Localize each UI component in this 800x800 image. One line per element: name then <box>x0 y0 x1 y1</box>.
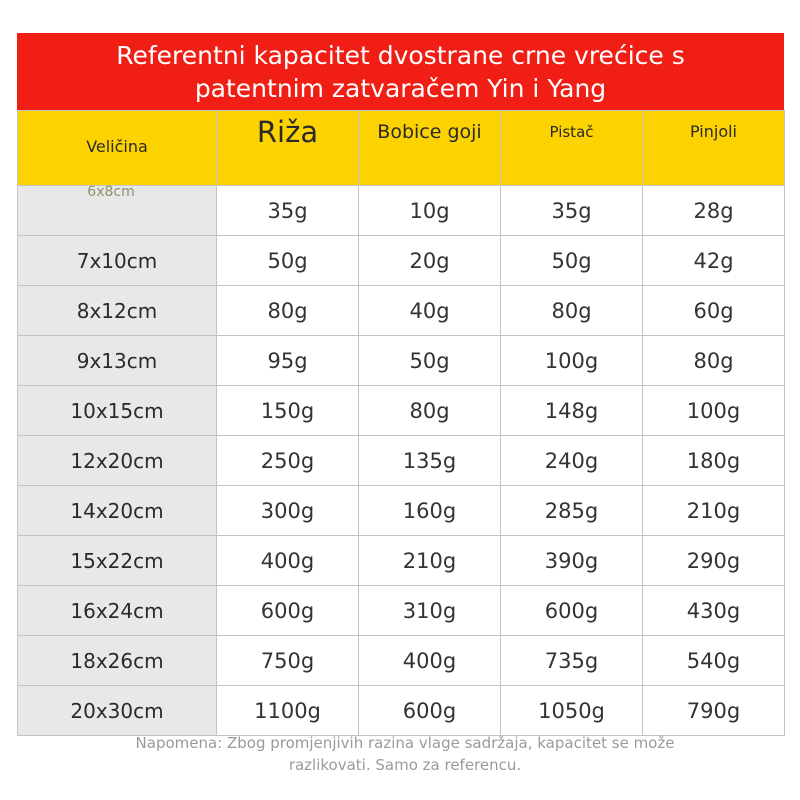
cell-goji: 80g <box>359 386 501 436</box>
cell-size: 15x22cm <box>18 536 217 586</box>
cell-pistac: 50g <box>501 236 643 286</box>
cell-size: 20x30cm <box>18 686 217 736</box>
cell-pinjoli: 42g <box>643 236 785 286</box>
title-banner <box>17 33 784 110</box>
table-row <box>18 186 785 236</box>
cell-pinjoli: 430g <box>643 586 785 636</box>
table-row <box>18 436 785 486</box>
table-row <box>18 536 785 586</box>
cell-riza: 150g <box>217 386 359 436</box>
cell-size: 8x12cm <box>18 286 217 336</box>
cell-goji: 600g <box>359 686 501 736</box>
cell-pinjoli: 28g <box>643 186 785 236</box>
cell-goji: 10g <box>359 186 501 236</box>
cell-pinjoli: 80g <box>643 336 785 386</box>
title-line-1: Referentni kapacitet dvostrane crne vrećice s <box>116 40 685 70</box>
title-line-2: patentnim zatvaračem Yin i Yang <box>194 73 607 103</box>
cell-pistac: 735g <box>501 636 643 686</box>
capacity-table <box>17 110 785 736</box>
cell-size: 14x20cm <box>18 486 217 536</box>
cell-size: 7x10cm <box>18 236 217 286</box>
cell-goji: 20g <box>359 236 501 286</box>
cell-pistac: 1050g <box>501 686 643 736</box>
footnote <box>60 732 750 776</box>
cell-goji: 135g <box>359 436 501 486</box>
table-row <box>18 336 785 386</box>
cell-goji: 400g <box>359 636 501 686</box>
cell-goji: 210g <box>359 536 501 586</box>
footnote-line-1: Napomena: Zbog promjenjivih razina vlage sadržaja, kapacitet se može <box>135 734 675 752</box>
cell-riza: 750g <box>217 636 359 686</box>
cell-pinjoli: 290g <box>643 536 785 586</box>
cell-pistac: 600g <box>501 586 643 636</box>
header-pistac: Pistač <box>501 111 643 186</box>
cell-riza: 300g <box>217 486 359 536</box>
header-goji: Bobice goji <box>359 111 501 186</box>
cell-pistac: 148g <box>501 386 643 436</box>
table-body <box>18 186 785 736</box>
header-size-dimension: 6x8cm <box>87 184 135 200</box>
cell-size: 10x15cm <box>18 386 217 436</box>
cell-riza: 1100g <box>217 686 359 736</box>
cell-riza: 95g <box>217 336 359 386</box>
cell-pinjoli: 790g <box>643 686 785 736</box>
cell-riza: 400g <box>217 536 359 586</box>
cell-size: 16x24cm <box>18 586 217 636</box>
header-size <box>18 111 217 186</box>
cell-riza: 35g <box>217 186 359 236</box>
header-pinjoli: Pinjoli <box>643 111 785 186</box>
cell-pinjoli: 100g <box>643 386 785 436</box>
table-row <box>18 636 785 686</box>
table-row <box>18 386 785 436</box>
cell-pistac: 80g <box>501 286 643 336</box>
cell-size: 12x20cm <box>18 436 217 486</box>
header-size-label: Veličina <box>86 137 148 156</box>
cell-pistac: 390g <box>501 536 643 586</box>
cell-pinjoli: 180g <box>643 436 785 486</box>
cell-pinjoli: 210g <box>643 486 785 536</box>
table-row <box>18 236 785 286</box>
cell-pistac: 240g <box>501 436 643 486</box>
cell-riza: 250g <box>217 436 359 486</box>
table-row <box>18 486 785 536</box>
cell-riza: 80g <box>217 286 359 336</box>
cell-size: 9x13cm <box>18 336 217 386</box>
cell-riza: 50g <box>217 236 359 286</box>
cell-goji: 160g <box>359 486 501 536</box>
cell-pistac: 285g <box>501 486 643 536</box>
cell-goji: 40g <box>359 286 501 336</box>
cell-size: 18x26cm <box>18 636 217 686</box>
cell-goji: 50g <box>359 336 501 386</box>
cell-size <box>18 186 217 236</box>
table-header <box>18 111 785 186</box>
cell-riza: 600g <box>217 586 359 636</box>
table-row <box>18 286 785 336</box>
cell-pistac: 35g <box>501 186 643 236</box>
table-row <box>18 586 785 636</box>
cell-pinjoli: 60g <box>643 286 785 336</box>
footnote-line-2: razlikovati. Samo za referencu. <box>288 756 522 774</box>
table-row <box>18 686 785 736</box>
cell-pinjoli: 540g <box>643 636 785 686</box>
cell-pistac: 100g <box>501 336 643 386</box>
header-riza: Riža <box>217 111 359 186</box>
cell-goji: 310g <box>359 586 501 636</box>
